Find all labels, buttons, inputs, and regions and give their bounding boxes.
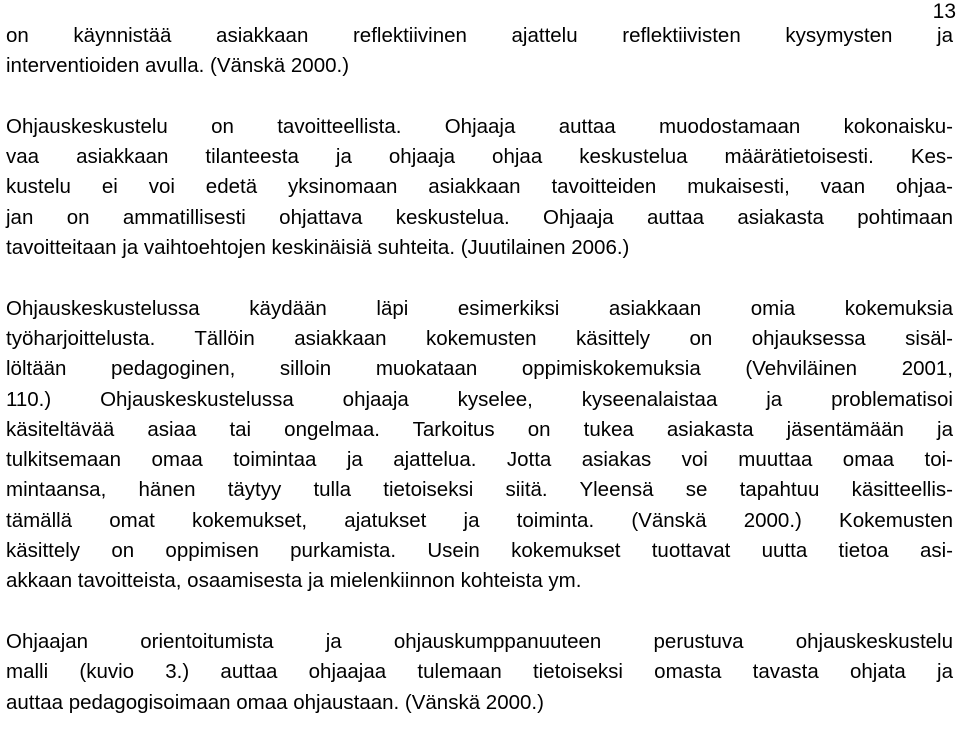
text-line: on käynnistää asiakkaan reflektiivinen ajattelu reflektiivisten kysymysten ja xyxy=(6,24,953,47)
text-line: tavoitteitaan ja vaihtoehtojen keskinäisiä suhteita. (Juutilainen 2006.) xyxy=(6,236,630,260)
paragraph-1 xyxy=(6,21,953,82)
text-line: käsiteltävää asiaa tai ongelmaa. Tarkoitus on tukea asiakasta jäsentämään ja xyxy=(6,417,953,441)
text-line: löltään pedagoginen, silloin muokataan oppimiskokemuksia (Vehviläinen 2001, xyxy=(6,357,953,381)
text-line: tämällä omat kokemukset, ajatukset ja toiminta. (Vänskä 2000.) Kokemusten xyxy=(6,508,953,532)
paragraph-2 xyxy=(6,112,953,263)
text-line: mintaansa, hänen täytyy tulla tietoiseksi siitä. Yleensä se tapahtuu käsitteellis- xyxy=(6,478,953,502)
text-line: vaa asiakkaan tilanteesta ja ohjaaja ohjaa keskustelua määrätietoisesti. Kes- xyxy=(6,145,953,169)
text-line: Ohjauskeskustelu on tavoitteellista. Ohjaaja auttaa muodostamaan kokonaisku- xyxy=(6,114,953,138)
text-line: tulkitsemaan omaa toimintaa ja ajattelua. Jotta asiakas voi muuttaa omaa toi- xyxy=(6,448,953,472)
text-line: Ohjauskeskustelussa käydään läpi esimerkiksi asiakkaan omia kokemuksia xyxy=(6,296,953,320)
text-line: akkaan tavoitteista, osaamisesta ja mielenkiinnon kohteista ym. xyxy=(6,569,582,593)
text-line: työharjoittelusta. Tällöin asiakkaan kokemusten käsittely on ohjauksessa sisäl- xyxy=(6,326,953,350)
text-line: käsittely on oppimisen purkamista. Usein kokemukset tuottavat uutta tietoa asi- xyxy=(6,539,953,563)
text-line: auttaa pedagogisoimaan omaa ohjaustaan. (Vänskä 2000.) xyxy=(6,690,544,714)
text-line: interventioiden avulla. (Vänskä 2000.) xyxy=(6,54,350,78)
text-line: 110.) Ohjauskeskustelussa ohjaaja kyselee, kyseenalaistaa ja problematisoi xyxy=(6,387,953,411)
text-line: kustelu ei voi edetä yksinomaan asiakkaan tavoitteiden mukaisesti, vaan ohjaa- xyxy=(6,175,953,199)
paragraph-4 xyxy=(6,627,953,718)
text-line: jan on ammatillisesti ohjattava keskustelua. Ohjaaja auttaa asiakasta pohtimaan xyxy=(6,205,953,229)
text-line: malli (kuvio 3.) auttaa ohjaajaa tulemaan tietoiseksi omasta tavasta ohjata ja xyxy=(6,660,953,684)
paragraph-3 xyxy=(6,294,953,597)
page-number: 13 xyxy=(932,0,956,23)
text-line: Ohjaajan orientoitumista ja ohjauskumppanuuteen perustuva ohjauskeskustelu xyxy=(6,629,953,653)
document-body xyxy=(6,21,953,718)
